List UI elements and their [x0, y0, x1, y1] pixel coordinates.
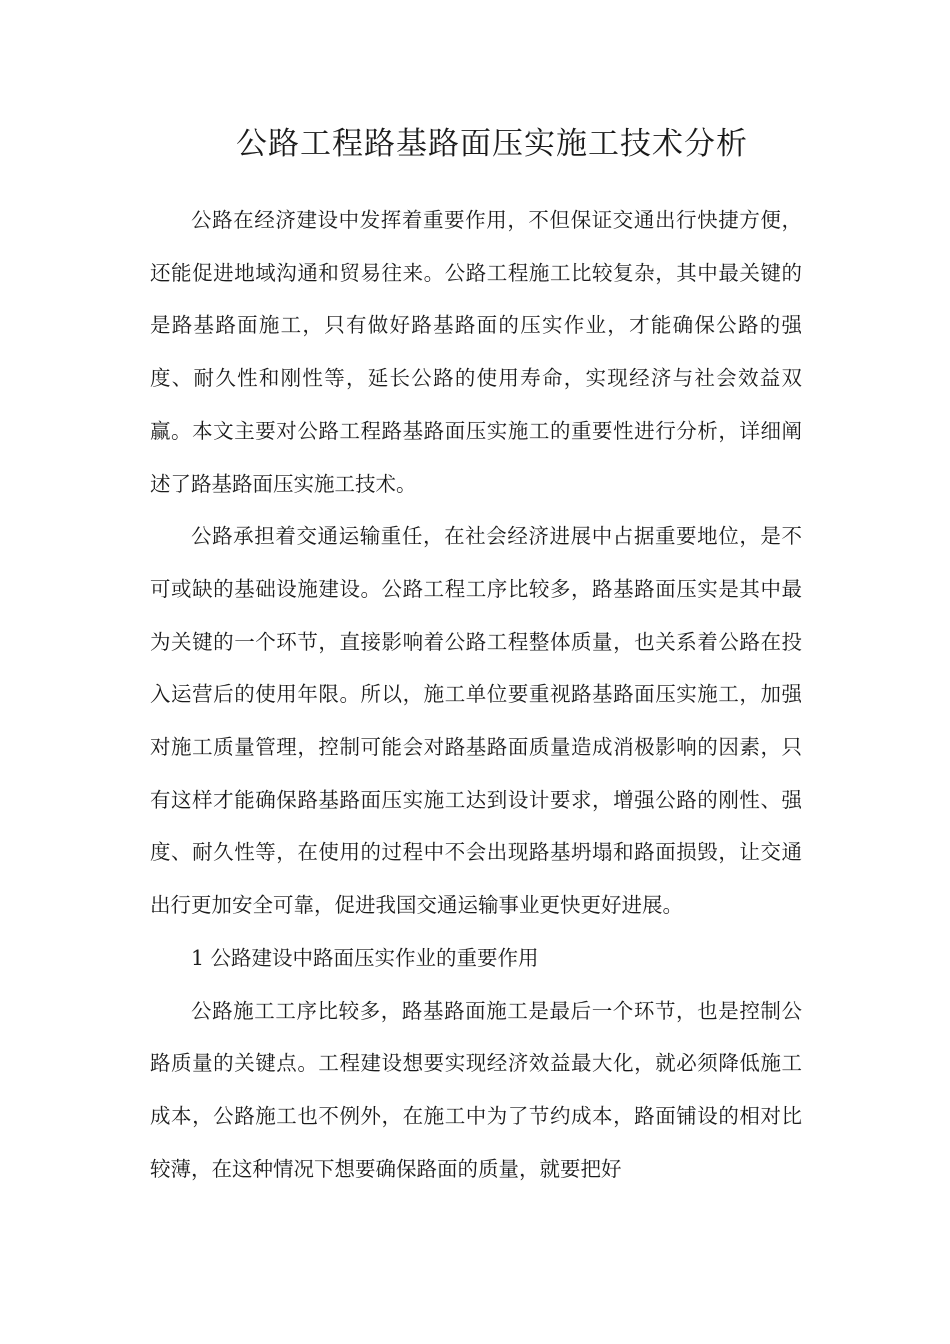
paragraph-background: 公路承担着交通运输重任，在社会经济进展中占据重要地位，是不可或缺的基础设施建设。公路工程工序比较多，路基路面压实是其中最为关键的一个环节，直接影响着公路工程整体质量，也关系着公路在投入运营后的使用年限。所以，施工单位要重视路基路面压实施工，加强对施工质量管理，控制可能会对路基路面质量造成消极影响的因素，只有这样才能确保路基路面压实施工达到设计要求，增强公路的刚性、强度、耐久性等，在使用的过程中不会出现路基坍塌和路面损毁，让交通出行更加安全可靠，促进我国交通运输事业更快更好进展。 — [150, 524, 802, 918]
section-heading-1: 1 公路建设中路面压实作业的重要作用 — [191, 945, 539, 970]
paragraph-intro: 公路在经济建设中发挥着重要作用，不但保证交通出行快捷方便，还能促进地域沟通和贸易往来。公路工程施工比较复杂，其中最关键的是路基路面施工，只有做好路基路面的压实作业，才能确保公路的强度、耐久性和刚性等，延长公路的使用寿命，实现经济与社会效益双赢。本文主要对公路工程路基路面压实施工的重要性进行分析，详细阐述了路基路面压实施工技术。 — [150, 208, 802, 496]
document-body — [150, 194, 802, 1195]
paragraph-section-1: 公路施工工序比较多，路基路面施工是最后一个环节，也是控制公路质量的关键点。工程建设想要实现经济效益最大化，就必须降低施工成本，公路施工也不例外，在施工中为了节约成本，路面铺设的相对比较薄，在这种情况下想要确保路面的质量，就要把好 — [150, 998, 802, 1181]
document-title: 公路工程路基路面压实施工技术分析 — [236, 126, 748, 162]
